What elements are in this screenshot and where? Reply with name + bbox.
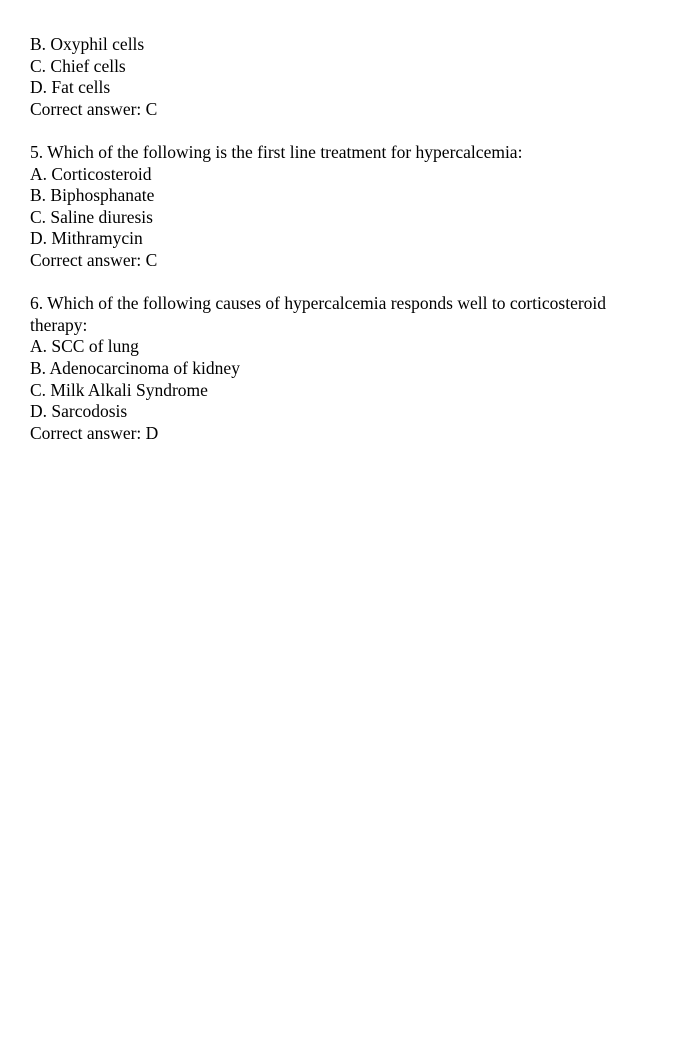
question-text: 5. Which of the following is the first line treatment for hypercalcemia: bbox=[30, 141, 523, 162]
correct-answer: Correct answer: D bbox=[30, 422, 159, 443]
option-c: C. Chief cells bbox=[30, 55, 126, 76]
option-c: C. Saline diuresis bbox=[30, 206, 153, 227]
option-b: B. Biphosphanate bbox=[30, 185, 155, 206]
option-d: D. Mithramycin bbox=[30, 228, 143, 249]
document-page bbox=[30, 34, 660, 444]
option-b: B. Oxyphil cells bbox=[30, 34, 145, 54]
question-text: 6. Which of the following causes of hypercalcemia responds well to corticosteroid therapy: bbox=[30, 293, 607, 335]
question-5 bbox=[30, 142, 660, 272]
option-c: C. Milk Alkali Syndrome bbox=[30, 379, 208, 400]
correct-answer: Correct answer: C bbox=[30, 249, 158, 270]
question-4-continued bbox=[30, 34, 660, 120]
question-6 bbox=[30, 293, 660, 444]
option-b: B. Adenocarcinoma of kidney bbox=[30, 357, 240, 378]
option-a: A. SCC of lung bbox=[30, 336, 139, 357]
spacer bbox=[30, 120, 660, 142]
spacer bbox=[30, 272, 660, 294]
option-d: D. Fat cells bbox=[30, 77, 111, 98]
option-d: D. Sarcodosis bbox=[30, 401, 128, 422]
option-a: A. Corticosteroid bbox=[30, 163, 152, 184]
correct-answer: Correct answer: C bbox=[30, 98, 158, 119]
